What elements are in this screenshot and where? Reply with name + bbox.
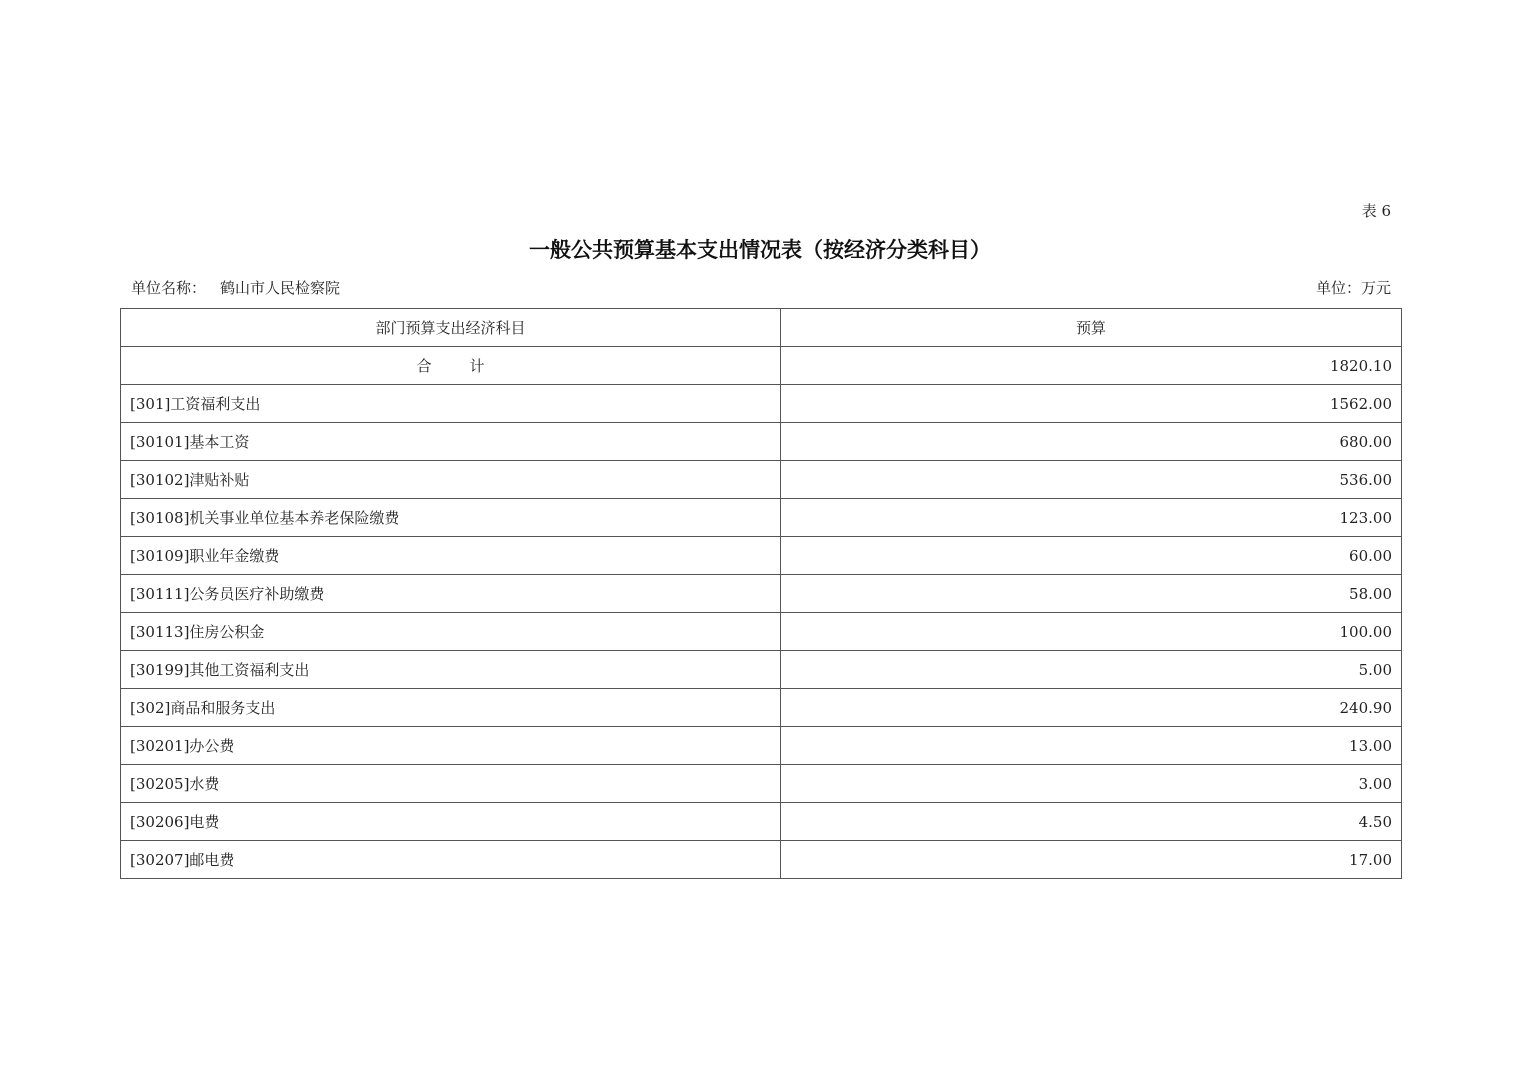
table-row (121, 537, 1402, 575)
table-row (121, 651, 1402, 689)
row-budget-value: 100.00 (781, 613, 1402, 651)
row-subject: [30201]办公费 (121, 727, 781, 765)
row-subject: [30102]津贴补贴 (121, 461, 781, 499)
row-subject: [301]工资福利支出 (121, 385, 781, 423)
total-label-b: 计 (469, 357, 485, 375)
table-row (121, 385, 1402, 423)
row-budget-value: 536.00 (781, 461, 1402, 499)
table-row (121, 423, 1402, 461)
row-subject: [30108]机关事业单位基本养老保险缴费 (121, 499, 781, 537)
table-row (121, 575, 1402, 613)
total-label-a: 合 (416, 357, 432, 375)
table-row (121, 841, 1402, 879)
total-label (121, 347, 781, 385)
row-budget-value: 3.00 (781, 765, 1402, 803)
row-subject: [30206]电费 (121, 803, 781, 841)
row-subject: [30109]职业年金缴费 (121, 537, 781, 575)
table-row (121, 461, 1402, 499)
row-subject: [30101]基本工资 (121, 423, 781, 461)
column-header-budget: 预算 (781, 309, 1402, 347)
row-subject: [30111]公务员医疗补助缴费 (121, 575, 781, 613)
row-budget-value: 5.00 (781, 651, 1402, 689)
table-row (121, 499, 1402, 537)
total-row (121, 347, 1402, 385)
row-budget-value: 1562.00 (781, 385, 1402, 423)
unit-name-block (131, 277, 340, 298)
row-subject: [30199]其他工资福利支出 (121, 651, 781, 689)
table-header-row (121, 309, 1402, 347)
row-budget-value: 680.00 (781, 423, 1402, 461)
budget-table (120, 308, 1402, 879)
row-budget-value: 58.00 (781, 575, 1402, 613)
unit-label: 单位：万元 (1315, 279, 1391, 297)
page-title: 一般公共预算基本支出情况表（按经济分类科目） (529, 237, 991, 262)
table-number: 表 6 (1361, 202, 1391, 220)
row-subject: [30205]水费 (121, 765, 781, 803)
table-row (121, 803, 1402, 841)
unit-name-label: 单位名称： (131, 279, 207, 297)
row-subject: [30207]邮电费 (121, 841, 781, 879)
row-budget-value: 17.00 (781, 841, 1402, 879)
table-row (121, 765, 1402, 803)
table-row (121, 727, 1402, 765)
row-budget-value: 123.00 (781, 499, 1402, 537)
column-header-subject: 部门预算支出经济科目 (121, 309, 781, 347)
table-row (121, 613, 1402, 651)
unit-name-value: 鹤山市人民检察院 (220, 279, 341, 297)
row-budget-value: 60.00 (781, 537, 1402, 575)
row-budget-value: 240.90 (781, 689, 1402, 727)
total-value: 1820.10 (781, 347, 1402, 385)
row-subject: [30113]住房公积金 (121, 613, 781, 651)
row-budget-value: 13.00 (781, 727, 1402, 765)
table-row (121, 689, 1402, 727)
row-budget-value: 4.50 (781, 803, 1402, 841)
row-subject: [302]商品和服务支出 (121, 689, 781, 727)
